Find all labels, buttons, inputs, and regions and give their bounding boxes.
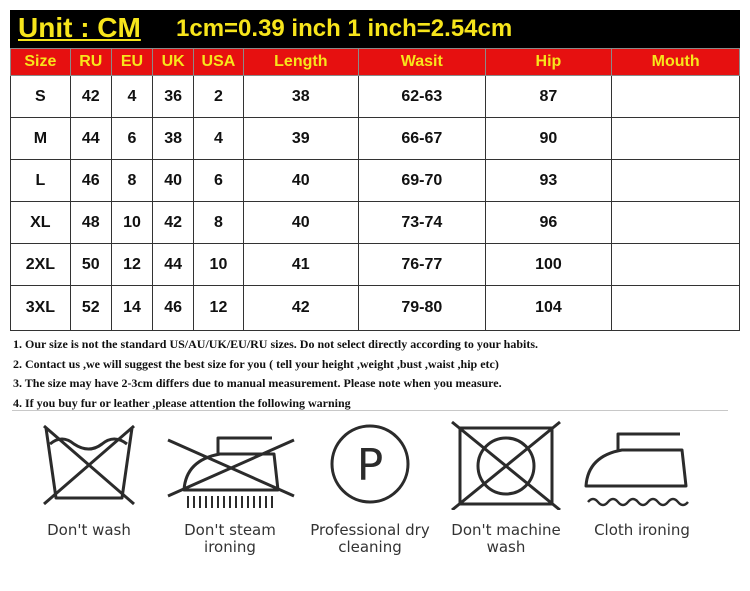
table-cell <box>612 160 740 202</box>
table-row <box>11 160 740 202</box>
table-row <box>11 76 740 118</box>
table-cell: 8 <box>111 160 152 202</box>
table-cell: 12 <box>194 286 243 331</box>
column-header: RU <box>70 49 111 76</box>
care-item-professional-dry-cleaning <box>300 418 440 568</box>
cloth-ironing-icon <box>582 418 702 510</box>
table-cell: 76-77 <box>358 244 485 286</box>
care-label: Don't machine wash <box>451 521 561 556</box>
table-cell: 48 <box>70 202 111 244</box>
care-label: Don't steam ironing <box>184 521 276 556</box>
table-cell: 79-80 <box>358 286 485 331</box>
table-cell: L <box>11 160 71 202</box>
table-cell: 2 <box>194 76 243 118</box>
dont-wash-icon <box>34 418 144 510</box>
dont-machine-wash-icon <box>446 418 566 510</box>
table-cell: 40 <box>243 202 358 244</box>
table-cell: 10 <box>194 244 243 286</box>
table-cell: 93 <box>485 160 612 202</box>
table-row <box>11 202 740 244</box>
table-cell: 38 <box>153 118 194 160</box>
size-table <box>10 48 740 331</box>
table-cell: 4 <box>111 76 152 118</box>
table-cell: 104 <box>485 286 612 331</box>
table-cell: 42 <box>153 202 194 244</box>
column-header: USA <box>194 49 243 76</box>
unit-conversion: 1cm=0.39 inch 1 inch=2.54cm <box>176 15 513 42</box>
table-cell: 8 <box>194 202 243 244</box>
table-cell: 36 <box>153 76 194 118</box>
table-cell: 40 <box>153 160 194 202</box>
title-bar <box>10 10 740 48</box>
column-header: Length <box>243 49 358 76</box>
care-label: Don't wash <box>47 521 131 539</box>
table-cell: 3XL <box>11 286 71 331</box>
care-item-dont-wash <box>34 418 144 568</box>
dont-steam-ironing-icon <box>160 418 300 510</box>
table-cell: 44 <box>70 118 111 160</box>
unit-label: Unit : CM <box>18 12 141 43</box>
column-header: Mouth <box>612 49 740 76</box>
table-cell: 39 <box>243 118 358 160</box>
table-cell: 90 <box>485 118 612 160</box>
table-cell: 42 <box>70 76 111 118</box>
table-cell: 12 <box>111 244 152 286</box>
table-cell: S <box>11 76 71 118</box>
care-item-dont-machine-wash <box>446 418 566 568</box>
table-cell: 62-63 <box>358 76 485 118</box>
table-row <box>11 244 740 286</box>
table-cell: 52 <box>70 286 111 331</box>
table-row <box>11 118 740 160</box>
care-label: Professional dry cleaning <box>310 521 430 556</box>
table-cell <box>612 286 740 331</box>
table-cell: 42 <box>243 286 358 331</box>
table-cell <box>612 118 740 160</box>
table-cell: 38 <box>243 76 358 118</box>
table-cell: 100 <box>485 244 612 286</box>
table-cell: 4 <box>194 118 243 160</box>
column-header: EU <box>111 49 152 76</box>
care-label: Cloth ironing <box>594 521 690 539</box>
dry-cleaning-symbol: P <box>356 440 384 491</box>
table-cell: 46 <box>70 160 111 202</box>
table-cell: XL <box>11 202 71 244</box>
table-cell <box>612 76 740 118</box>
table-cell: M <box>11 118 71 160</box>
table-cell: 6 <box>194 160 243 202</box>
column-header-row <box>11 49 740 76</box>
care-item-dont-steam-ironing <box>160 418 300 568</box>
table-cell: 73-74 <box>358 202 485 244</box>
table-cell: 6 <box>111 118 152 160</box>
column-header: Size <box>11 49 71 76</box>
table-cell: 10 <box>111 202 152 244</box>
table-cell: 14 <box>111 286 152 331</box>
note-line: 3. The size may have 2-3cm differs due to manual measurement. Please note when you measure. <box>13 376 502 390</box>
note-line: 2. Contact us ,we will suggest the best size for you ( tell your height ,weight ,bust ,waist ,hip etc) <box>13 356 499 371</box>
table-cell: 69-70 <box>358 160 485 202</box>
table-cell: 87 <box>485 76 612 118</box>
table-cell <box>612 244 740 286</box>
table-cell: 50 <box>70 244 111 286</box>
table-cell: 44 <box>153 244 194 286</box>
care-item-cloth-ironing <box>582 418 702 568</box>
table-cell: 2XL <box>11 244 71 286</box>
table-cell: 40 <box>243 160 358 202</box>
note-line: 1. Our size is not the standard US/AU/UK/EU/RU sizes. Do not select directly according to your habits. <box>13 337 538 351</box>
table-cell: 66-67 <box>358 118 485 160</box>
table-cell: 96 <box>485 202 612 244</box>
column-header: Hip <box>485 49 612 76</box>
size-notes <box>13 335 733 413</box>
table-cell <box>612 202 740 244</box>
divider <box>12 410 728 411</box>
column-header: Wasit <box>358 49 485 76</box>
table-cell: 46 <box>153 286 194 331</box>
table-row <box>11 286 740 331</box>
column-header: UK <box>153 49 194 76</box>
table-cell: 41 <box>243 244 358 286</box>
note-line: 4. If you buy fur or leather ,please attention the following warning <box>13 395 351 410</box>
professional-dry-cleaning-icon <box>300 418 440 510</box>
